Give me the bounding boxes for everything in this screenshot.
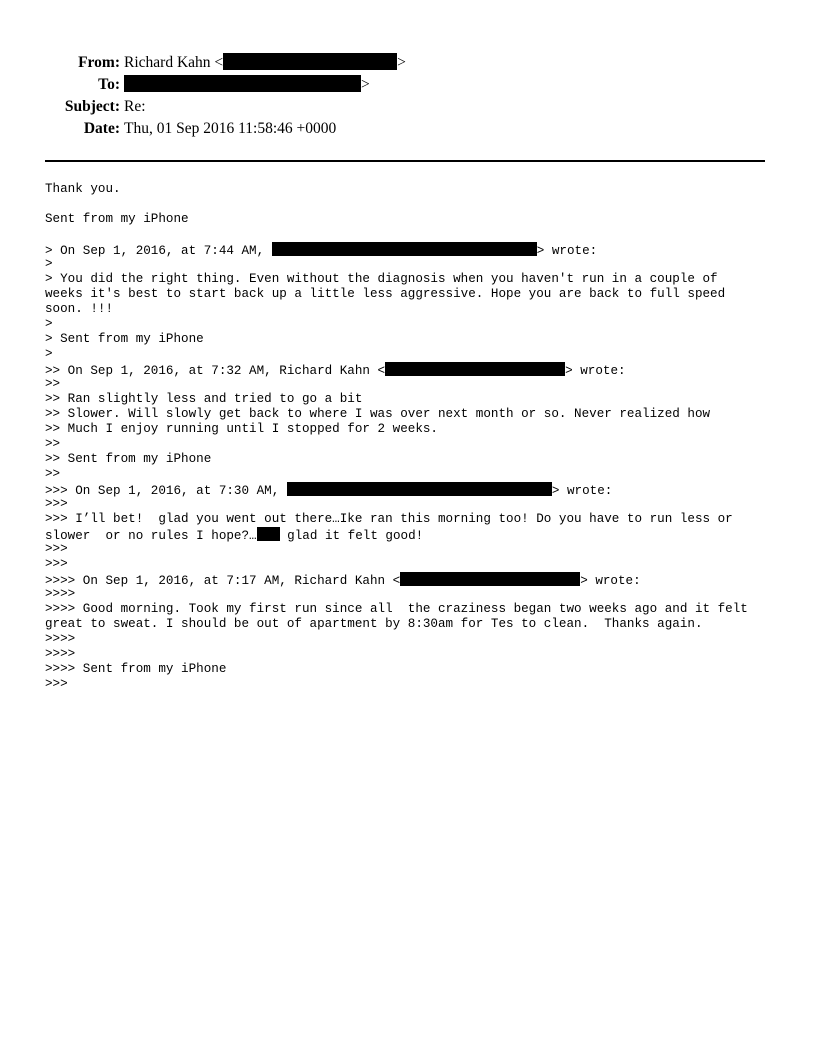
quote-header [45,572,775,587]
body-line: >>> [45,677,68,691]
body-line-redacted [45,527,775,542]
body-line: >>> [45,497,68,511]
body-line: >> Slower. Will slowly get back to where I was over next month or so. Never realized how [45,407,711,421]
to-row [0,74,816,96]
redaction-bar [223,53,397,70]
email-header [0,52,816,140]
body-line: >> Sent from my iPhone [45,452,212,466]
body-line: >> [45,437,61,451]
quote-header-tail: > wrote: [565,364,626,378]
quote-header-tail: > wrote: [551,484,613,498]
to-value [124,74,370,96]
body-line: >>>> [45,632,76,646]
body-line: >>> [45,557,68,571]
line-text-tail: glad it felt good! [279,529,424,543]
from-row [0,52,816,74]
body-line: Sent from my iPhone [45,212,189,226]
quote-header [45,482,775,497]
body-line: >>>> [45,587,76,601]
quote-header [45,242,775,257]
body-line: >>>> Good morning. Took my first run since all the craziness began two weeks ago and it felt [45,602,748,616]
from-close: > [397,54,406,71]
date-value: Thu, 01 Sep 2016 11:58:46 +0000 [124,120,337,137]
body-line: >>>> [45,647,76,661]
body-line: >>> I’ll bet! glad you went out there…Ike ran this morning too! Do you have to run less or [45,512,733,526]
body-line: >>>> Sent from my iPhone [45,662,227,676]
body-line: > [45,317,53,331]
subject-label: Subject: [64,98,120,115]
body-line: >>> [45,542,68,556]
to-close: > [361,76,370,93]
line-text: slower or no rules I hope?… [45,529,257,543]
quote-header-text: >>> On Sep 1, 2016, at 7:30 AM, [45,484,287,498]
quote-header-tail: > wrote: [536,244,598,258]
to-label: To: [98,76,120,93]
redaction-bar [385,362,565,376]
body-line: soon. !!! [45,302,114,316]
body-line: >> Much I enjoy running until I stopped for 2 weeks. [45,422,438,436]
body-line: weeks it's best to start back up a little less aggressive. Hope you are back to full speed [45,287,726,301]
redaction-bar [400,572,580,586]
body-line: > [45,257,53,271]
body-line: great to sweat. I should be out of apartment by 8:30am for Tes to clean. Thanks again. [45,617,703,631]
redaction-bar [272,242,537,256]
quote-header-text: > On Sep 1, 2016, at 7:44 AM, [45,244,272,258]
redaction-bar [124,75,361,92]
body-line: > You did the right thing. Even without the diagnosis when you haven't run in a couple of [45,272,718,286]
redaction-bar [257,527,280,541]
from-label: From: [78,54,120,71]
email-body [45,182,775,692]
body-line: >> [45,377,61,391]
redaction-bar [287,482,552,496]
from-name: Richard Kahn < [124,54,224,71]
date-label: Date: [83,120,120,137]
quote-header-text: >>>> On Sep 1, 2016, at 7:17 AM, Richard Kahn < [45,574,401,588]
body-line: >> Ran slightly less and tried to go a bit [45,392,363,406]
blank-line [45,227,775,242]
subject-value: Re: [124,98,146,115]
body-line: > Sent from my iPhone [45,332,204,346]
quote-header [45,362,775,377]
subject-row [0,96,816,118]
blank-line [45,197,775,212]
date-row [0,118,816,140]
quote-header-text: >> On Sep 1, 2016, at 7:32 AM, Richard Kahn < [45,364,386,378]
header-divider [45,160,765,162]
body-line: > [45,347,53,361]
body-line: Thank you. [45,182,121,196]
body-line: >> [45,467,61,481]
from-value [124,52,406,74]
quote-header-tail: > wrote: [580,574,641,588]
